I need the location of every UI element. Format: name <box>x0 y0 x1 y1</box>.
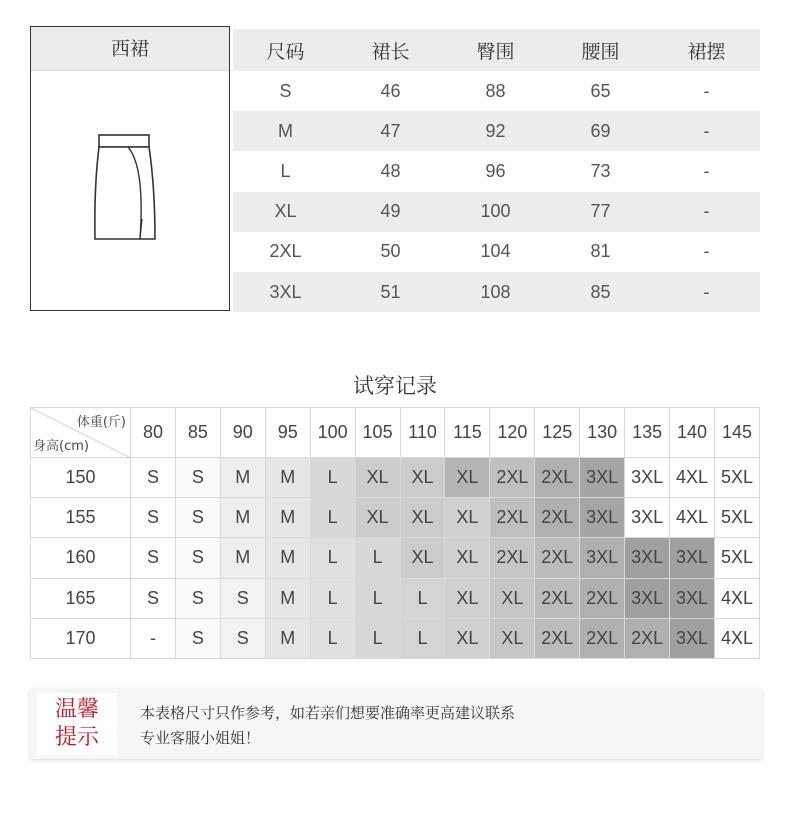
fitting-size-cell: S <box>131 498 176 538</box>
fitting-size-cell: 2XL <box>490 538 535 578</box>
fitting-size-cell: 3XL <box>670 538 715 578</box>
weight-header-cell: 125 <box>535 408 580 458</box>
weight-header-cell: 145 <box>714 408 759 458</box>
fitting-size-cell: L <box>355 618 400 658</box>
fitting-size-cell: L <box>355 538 400 578</box>
fitting-size-cell: 3XL <box>625 498 670 538</box>
tip-text-line1: 本表格尺寸只作参考，如若亲们想要准确率更高建议联系 <box>140 704 516 722</box>
weight-header-cell: 135 <box>625 408 670 458</box>
size-chart-cell: 104 <box>443 232 548 272</box>
height-cell: 170 <box>31 618 131 658</box>
tip-box <box>30 689 762 759</box>
size-chart-cell: - <box>653 151 760 191</box>
fitting-row <box>31 458 760 498</box>
fitting-size-cell: M <box>265 618 310 658</box>
fitting-size-cell: S <box>131 458 176 498</box>
size-chart-cell: 51 <box>338 272 443 312</box>
column-header-waist: 腰围 <box>548 29 653 71</box>
fitting-size-cell: 2XL <box>625 618 670 658</box>
weight-header-cell: 105 <box>355 408 400 458</box>
fitting-size-cell: S <box>131 538 176 578</box>
fitting-size-cell: XL <box>445 458 490 498</box>
fitting-size-cell: 4XL <box>670 458 715 498</box>
fitting-size-cell: M <box>265 538 310 578</box>
fitting-size-cell: 5XL <box>714 458 759 498</box>
size-chart-cell: L <box>233 151 338 191</box>
size-chart-cell: 96 <box>443 151 548 191</box>
size-chart-cell: - <box>653 71 760 111</box>
fitting-size-cell: 2XL <box>580 618 625 658</box>
fitting-row <box>31 538 760 578</box>
size-chart-cell: 50 <box>338 232 443 272</box>
tip-label-line1: 温馨 <box>54 697 99 722</box>
weight-header-cell: 90 <box>220 408 265 458</box>
weight-axis-label: 体重(斤) <box>76 415 126 430</box>
height-cell: 150 <box>31 458 131 498</box>
size-chart-cell: 92 <box>443 111 548 151</box>
fitting-size-cell: 3XL <box>625 538 670 578</box>
fitting-size-cell: XL <box>445 618 490 658</box>
fitting-record-table <box>30 407 760 659</box>
fitting-size-cell: XL <box>490 578 535 618</box>
size-chart-cell: 69 <box>548 111 653 151</box>
size-chart-cell: - <box>653 232 760 272</box>
tip-text-line2: 专业客服小姐姐！ <box>140 729 261 747</box>
fitting-size-cell: 5XL <box>714 498 759 538</box>
column-header-length: 裙长 <box>338 29 443 71</box>
size-chart-cell: 85 <box>548 272 653 312</box>
weight-header-cell: 100 <box>310 408 355 458</box>
fitting-size-cell: L <box>400 618 445 658</box>
fitting-size-cell: S <box>175 498 220 538</box>
height-cell: 155 <box>31 498 131 538</box>
fitting-size-cell: XL <box>400 538 445 578</box>
fitting-size-cell: M <box>220 498 265 538</box>
fitting-size-cell: S <box>175 618 220 658</box>
fitting-size-cell: 2XL <box>490 458 535 498</box>
fitting-size-cell: XL <box>355 498 400 538</box>
fitting-size-cell: L <box>355 578 400 618</box>
size-chart-cell: - <box>653 111 760 151</box>
size-chart-row <box>233 192 760 232</box>
size-chart-cell: - <box>653 272 760 312</box>
fitting-size-cell: S <box>131 578 176 618</box>
fitting-size-cell: S <box>220 618 265 658</box>
fitting-size-cell: 2XL <box>535 578 580 618</box>
size-chart-cell: 88 <box>443 71 548 111</box>
size-chart-cell: - <box>653 192 760 232</box>
fitting-size-cell: L <box>310 498 355 538</box>
fitting-row <box>31 618 760 658</box>
weight-header-cell: 115 <box>445 408 490 458</box>
size-chart-row <box>233 151 760 191</box>
fitting-size-cell: 3XL <box>625 458 670 498</box>
fitting-size-cell: 4XL <box>714 578 759 618</box>
fitting-size-cell: 3XL <box>670 618 715 658</box>
fitting-size-cell: 5XL <box>714 538 759 578</box>
weight-header-cell: 110 <box>400 408 445 458</box>
fitting-size-cell: XL <box>445 578 490 618</box>
weight-header-cell: 80 <box>131 408 176 458</box>
fitting-size-cell: M <box>220 458 265 498</box>
size-chart-cell: 108 <box>443 272 548 312</box>
fitting-size-cell: XL <box>400 498 445 538</box>
height-axis-label: 身高(cm) <box>33 439 89 454</box>
size-chart-cell: 73 <box>548 151 653 191</box>
skirt-illustration-icon <box>93 127 169 272</box>
weight-header-cell: 120 <box>490 408 535 458</box>
size-chart-header-row <box>233 29 760 71</box>
fitting-size-cell: 4XL <box>670 498 715 538</box>
height-cell: 160 <box>31 538 131 578</box>
fitting-size-cell: S <box>175 458 220 498</box>
fitting-size-cell: M <box>265 498 310 538</box>
size-chart-cell: 65 <box>548 71 653 111</box>
column-header-hip: 臀围 <box>443 29 548 71</box>
fitting-size-cell: L <box>310 458 355 498</box>
fitting-header-row <box>31 408 760 458</box>
weight-header-cell: 130 <box>580 408 625 458</box>
fitting-size-cell: XL <box>445 538 490 578</box>
size-chart-cell: 77 <box>548 192 653 232</box>
fitting-size-cell: 4XL <box>714 618 759 658</box>
fitting-size-cell: 3XL <box>580 498 625 538</box>
fitting-size-cell: L <box>400 578 445 618</box>
fitting-size-cell: L <box>310 618 355 658</box>
column-header-size: 尺码 <box>233 29 338 71</box>
fitting-size-cell: S <box>175 578 220 618</box>
size-chart-row <box>233 272 760 312</box>
size-chart-cell: 3XL <box>233 272 338 312</box>
fitting-size-cell: 3XL <box>580 538 625 578</box>
fitting-size-cell: - <box>131 618 176 658</box>
fitting-size-cell: 2XL <box>535 458 580 498</box>
column-header-hem: 裙摆 <box>653 29 760 71</box>
fitting-size-cell: 2XL <box>535 498 580 538</box>
size-chart-cell: S <box>233 71 338 111</box>
size-chart-cell: 100 <box>443 192 548 232</box>
tip-text <box>140 701 740 751</box>
fitting-size-cell: 3XL <box>580 458 625 498</box>
fitting-row <box>31 578 760 618</box>
fitting-size-cell: 2XL <box>535 538 580 578</box>
fitting-size-cell: 3XL <box>625 578 670 618</box>
fitting-record-title: 试穿记录 <box>353 374 437 398</box>
fitting-size-cell: S <box>175 538 220 578</box>
fitting-size-cell: 2XL <box>490 498 535 538</box>
size-chart-cell: 48 <box>338 151 443 191</box>
size-chart-cell: XL <box>233 192 338 232</box>
fitting-size-cell: L <box>310 578 355 618</box>
tip-label-line2: 提示 <box>54 725 99 750</box>
size-chart-cell: M <box>233 111 338 151</box>
fitting-size-cell: M <box>265 458 310 498</box>
tip-label <box>37 693 117 755</box>
product-label: 西裙 <box>31 27 229 71</box>
fitting-size-cell: XL <box>490 618 535 658</box>
fitting-size-cell: 3XL <box>670 578 715 618</box>
weight-header-cell: 95 <box>265 408 310 458</box>
size-chart-cell: 47 <box>338 111 443 151</box>
fitting-size-cell: 2XL <box>535 618 580 658</box>
fitting-size-cell: L <box>310 538 355 578</box>
fitting-size-cell: M <box>265 578 310 618</box>
size-chart-cell: 81 <box>548 232 653 272</box>
weight-header-cell: 140 <box>670 408 715 458</box>
size-chart-cell: 2XL <box>233 232 338 272</box>
fitting-size-cell: S <box>220 578 265 618</box>
fitting-corner-cell <box>31 408 131 458</box>
weight-header-cell: 85 <box>175 408 220 458</box>
height-cell: 165 <box>31 578 131 618</box>
fitting-size-cell: XL <box>400 458 445 498</box>
size-chart-cell: 49 <box>338 192 443 232</box>
fitting-row <box>31 498 760 538</box>
size-chart-row <box>233 232 760 272</box>
product-card <box>30 26 230 311</box>
fitting-size-cell: XL <box>355 458 400 498</box>
size-chart-row <box>233 111 760 151</box>
size-chart-table <box>233 29 760 312</box>
fitting-size-cell: XL <box>445 498 490 538</box>
fitting-size-cell: 2XL <box>580 578 625 618</box>
size-chart-row <box>233 71 760 111</box>
fitting-size-cell: M <box>220 538 265 578</box>
size-chart-cell: 46 <box>338 71 443 111</box>
